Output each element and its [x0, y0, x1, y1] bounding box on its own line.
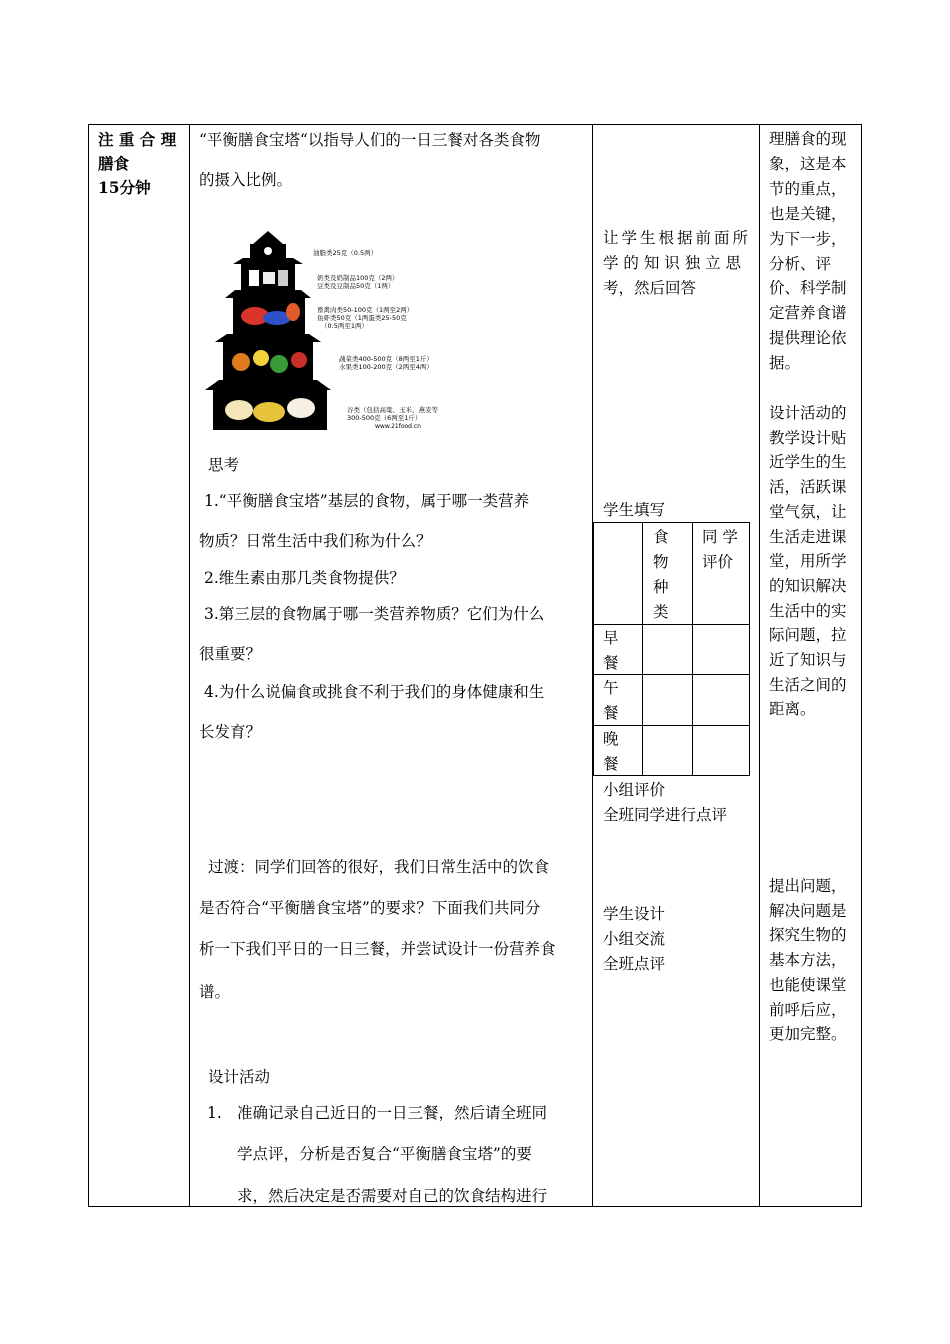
- design-intent-line: 象，这是本: [769, 154, 847, 173]
- design-intent-line: 提供理论依: [769, 329, 847, 348]
- design-intent-line: 也是关键，: [769, 204, 847, 223]
- section-duration: 15分钟: [98, 178, 151, 197]
- design-intent-line: 教学设计贴: [769, 428, 847, 447]
- table-header-eval: 同 学: [702, 528, 738, 546]
- pyramid-roof: [253, 231, 283, 244]
- intro-text-cont: 的摄入比例。: [199, 171, 293, 189]
- pyramid-label: 鱼虾类50克（1两蛋类25-50克: [317, 314, 407, 322]
- section-title: 注 重 合 理: [98, 130, 177, 149]
- transition-text-cont: 谱。: [199, 983, 231, 1001]
- transition-text: 过渡：同学们回答的很好，我们日常生活中的饮食: [208, 858, 550, 876]
- transition-text-cont: 是否符合“平衡膳食宝塔”的要求？下面我们共同分: [199, 899, 541, 917]
- design-intent-line: 前呼后应，: [769, 1000, 847, 1019]
- design-intent-line: 分析、评: [769, 254, 832, 273]
- table-header-food: 食: [653, 528, 669, 546]
- design-intent-line: 生活中的实: [769, 601, 847, 620]
- question-4: 4.为什么说偏食或挑食不利于我们的身体健康和生: [204, 683, 545, 701]
- student-activity-cont: 学 的 知 识 独 立 思: [603, 254, 742, 272]
- pyramid-label: 奶类及奶制品100克（2两）: [317, 274, 399, 282]
- design-intent-line: 堂，用所学: [769, 552, 847, 571]
- design-intent-line: 基本方法，: [769, 951, 847, 970]
- intro-text: “平衡膳食宝塔“以指导人们的一日三餐对各类食物: [199, 131, 541, 149]
- design-intent-line: 价、科学制: [769, 279, 847, 298]
- design-intent-line: 生活之间的: [769, 675, 847, 694]
- watermark: www.21food.cn: [375, 423, 421, 430]
- student-design: 学生设计: [603, 905, 666, 923]
- design-intent-line: 近学生的生: [769, 453, 847, 472]
- fill-heading: 学生填写: [603, 501, 666, 519]
- design-intent-line: 的知识解决: [769, 576, 847, 595]
- table-header-food: 种: [653, 578, 669, 596]
- design-intent-line: 际问题，拉: [769, 626, 847, 645]
- question-4-cont: 长发育？: [199, 723, 262, 741]
- pyramid-label: 油脂类25克（0.5两）: [313, 249, 378, 257]
- list-number: 1.: [207, 1104, 222, 1122]
- table-header-food: 类: [653, 603, 669, 621]
- pyramid-label: 豆类及豆制品50克（1两）: [317, 282, 395, 290]
- transition-text-cont: 析一下我们平日的一日三餐，并尝试设计一份营养食: [199, 940, 556, 958]
- column-divider: [189, 124, 190, 1207]
- question-1: 1.“平衡膳食宝塔”基层的食物，属于哪一类营养: [204, 492, 530, 510]
- design-intent-line: 近了知识与: [769, 651, 847, 669]
- design-intent-line: 节的重点，: [769, 179, 847, 198]
- design-intent-line: 提出问题，: [769, 877, 847, 895]
- food-pyramid-image: [205, 226, 465, 436]
- section-title-cont: 膳食: [98, 154, 130, 173]
- table-row-label: 餐: [603, 654, 619, 672]
- design-activity-heading: 设计活动: [208, 1068, 271, 1086]
- group-eval: 小组评价: [603, 781, 666, 799]
- question-3: 3.第三层的食物属于哪一类营养物质？它们为什么: [204, 605, 545, 623]
- list-item: 准确记录自己近日的一日三餐，然后请全班同: [237, 1104, 548, 1122]
- pyramid-label: 畜禽肉类50-100克（1两至2两）: [317, 306, 414, 314]
- table-divider: [642, 522, 643, 776]
- pyramid-label: 蔬菜类400-500克（8两至1斤）: [339, 355, 433, 363]
- list-item-cont: 学点评，分析是否复合“平衡膳食宝塔”的要: [237, 1145, 532, 1163]
- student-activity-cont: 考，然后回答: [603, 279, 697, 297]
- design-intent-line: 解决问题是: [769, 901, 847, 920]
- column-divider: [759, 124, 760, 1207]
- design-intent-line: 理膳食的现: [769, 130, 847, 148]
- student-activity: 让学生根据前面所: [603, 229, 752, 247]
- think-heading: 思考: [208, 456, 240, 474]
- table-row-label: 餐: [603, 755, 619, 773]
- table-divider: [593, 725, 750, 726]
- design-intent-line: 生活走进课: [769, 527, 847, 546]
- table-row-label: 午: [603, 679, 619, 697]
- design-intent-line: 活，活跃课: [769, 478, 847, 497]
- table-row-label: 晚: [603, 730, 619, 748]
- design-intent-line: 距离。: [769, 700, 816, 719]
- pyramid-label: 水果类100-200克（2两至4两）: [339, 363, 433, 371]
- pyramid-label: 300-500克（6两至1斤）: [347, 414, 422, 422]
- list-item-cont: 求，然后决定是否需要对自己的饮食结构进行: [237, 1187, 548, 1205]
- design-intent-line: 据。: [769, 354, 801, 373]
- table-row-label: 餐: [603, 704, 619, 722]
- table-divider: [593, 624, 750, 625]
- class-review: 全班点评: [603, 955, 666, 973]
- table-header-food: 物: [653, 553, 669, 571]
- table-header-eval: 评价: [702, 553, 734, 571]
- table-divider: [593, 674, 750, 675]
- pyramid-label: 谷类（包括高粱、玉米、燕麦等: [347, 406, 438, 414]
- table-divider: [692, 522, 693, 776]
- class-comment: 全班同学进行点评: [603, 806, 728, 824]
- design-intent-line: 为下一步，: [769, 229, 847, 248]
- design-intent-line: 更加完整。: [769, 1025, 847, 1044]
- design-intent-line: 探究生物的: [769, 926, 847, 945]
- design-intent-line: 设计活动的: [769, 404, 847, 422]
- question-1-cont: 物质？日常生活中我们称为什么？: [199, 532, 432, 550]
- design-intent-line: 定营养食谱: [769, 304, 847, 323]
- design-intent-line: 堂气氛，让: [769, 502, 847, 521]
- pyramid-label: （0.5两至1两）: [321, 322, 368, 330]
- question-3-cont: 很重要？: [199, 645, 262, 663]
- group-exchange: 小组交流: [603, 930, 666, 948]
- design-intent-line: 也能使课堂: [769, 975, 847, 994]
- table-row-label: 早: [603, 629, 619, 647]
- question-2: 2.维生素由那几类食物提供？: [204, 569, 405, 587]
